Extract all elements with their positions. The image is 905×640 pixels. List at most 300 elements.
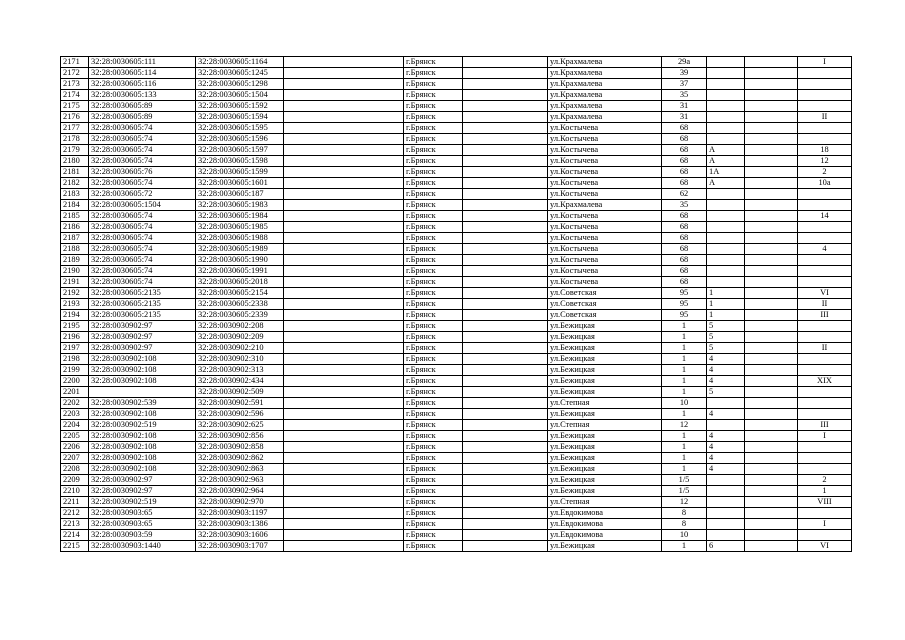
record-number-cell: 2209	[61, 475, 89, 486]
table-row	[61, 541, 852, 552]
object-cadastral-number-cell: 32:28:0030605:1597	[196, 145, 284, 156]
parcel-cadastral-number-cell: 32:28:0030902:97	[89, 486, 196, 497]
object-cadastral-number-cell: 32:28:0030605:1164	[196, 57, 284, 68]
empty-cell	[745, 519, 798, 530]
parcel-cadastral-number-cell: 32:28:0030903:65	[89, 508, 196, 519]
empty-cell	[463, 200, 548, 211]
table-row	[61, 79, 852, 90]
table-row	[61, 244, 852, 255]
city-cell: г.Брянск	[404, 453, 463, 464]
empty-cell	[284, 167, 404, 178]
house-number-cell: 1	[662, 442, 707, 453]
object-cadastral-number-cell: 32:28:0030605:1990	[196, 255, 284, 266]
empty-cell	[745, 299, 798, 310]
empty-cell	[284, 508, 404, 519]
record-number-cell: 2211	[61, 497, 89, 508]
empty-cell	[284, 112, 404, 123]
registry-rows	[61, 57, 852, 552]
house-number-cell: 35	[662, 200, 707, 211]
city-cell: г.Брянск	[404, 420, 463, 431]
city-cell: г.Брянск	[404, 134, 463, 145]
room-number-cell	[798, 530, 852, 541]
room-number-cell	[798, 442, 852, 453]
empty-cell	[284, 200, 404, 211]
object-cadastral-number-cell: 32:28:0030605:1594	[196, 112, 284, 123]
house-number-cell: 68	[662, 156, 707, 167]
parcel-cadastral-number-cell: 32:28:0030605:1504	[89, 200, 196, 211]
room-number-cell: 14	[798, 211, 852, 222]
parcel-cadastral-number-cell: 32:28:0030902:97	[89, 343, 196, 354]
street-cell: ул.Бежицкая	[548, 431, 662, 442]
room-number-cell	[798, 255, 852, 266]
street-cell: ул.Костычева	[548, 167, 662, 178]
empty-cell	[745, 420, 798, 431]
room-number-cell	[798, 398, 852, 409]
object-cadastral-number-cell: 32:28:0030902:313	[196, 365, 284, 376]
street-cell: ул.Бежицкая	[548, 354, 662, 365]
empty-cell	[463, 376, 548, 387]
empty-cell	[745, 354, 798, 365]
city-cell: г.Брянск	[404, 123, 463, 134]
record-number-cell: 2172	[61, 68, 89, 79]
parcel-cadastral-number-cell: 32:28:0030605:2135	[89, 288, 196, 299]
empty-cell	[463, 145, 548, 156]
street-cell: ул.Костычева	[548, 123, 662, 134]
city-cell: г.Брянск	[404, 519, 463, 530]
empty-cell	[745, 79, 798, 90]
parcel-cadastral-number-cell: 32:28:0030605:76	[89, 167, 196, 178]
empty-cell	[284, 266, 404, 277]
object-cadastral-number-cell: 32:28:0030605:187	[196, 189, 284, 200]
room-number-cell: 12	[798, 156, 852, 167]
house-number-cell: 68	[662, 222, 707, 233]
parcel-cadastral-number-cell: 32:28:0030605:2135	[89, 299, 196, 310]
parcel-cadastral-number-cell: 32:28:0030605:74	[89, 123, 196, 134]
street-cell: ул.Крахмалева	[548, 101, 662, 112]
house-number-cell: 1	[662, 354, 707, 365]
parcel-cadastral-number-cell: 32:28:0030605:111	[89, 57, 196, 68]
city-cell: г.Брянск	[404, 90, 463, 101]
empty-cell	[463, 519, 548, 530]
house-number-cell: 68	[662, 266, 707, 277]
room-number-cell	[798, 134, 852, 145]
building-cell: 1	[707, 310, 745, 321]
house-number-cell: 1	[662, 541, 707, 552]
street-cell: ул.Крахмалева	[548, 90, 662, 101]
building-cell	[707, 79, 745, 90]
street-cell: ул.Советская	[548, 310, 662, 321]
city-cell: г.Брянск	[404, 486, 463, 497]
house-number-cell: 68	[662, 233, 707, 244]
building-cell: 5	[707, 321, 745, 332]
city-cell: г.Брянск	[404, 189, 463, 200]
city-cell: г.Брянск	[404, 365, 463, 376]
building-cell	[707, 123, 745, 134]
object-cadastral-number-cell: 32:28:0030605:1504	[196, 90, 284, 101]
city-cell: г.Брянск	[404, 431, 463, 442]
parcel-cadastral-number-cell: 32:28:0030605:89	[89, 112, 196, 123]
room-number-cell	[798, 464, 852, 475]
table-row	[61, 57, 852, 68]
parcel-cadastral-number-cell: 32:28:0030605:74	[89, 255, 196, 266]
street-cell: ул.Советская	[548, 288, 662, 299]
empty-cell	[284, 178, 404, 189]
empty-cell	[284, 354, 404, 365]
empty-cell	[463, 167, 548, 178]
empty-cell	[463, 211, 548, 222]
record-number-cell: 2196	[61, 332, 89, 343]
empty-cell	[463, 497, 548, 508]
empty-cell	[463, 255, 548, 266]
empty-cell	[745, 387, 798, 398]
table-row	[61, 233, 852, 244]
table-row	[61, 90, 852, 101]
table-row	[61, 453, 852, 464]
record-number-cell: 2179	[61, 145, 89, 156]
parcel-cadastral-number-cell: 32:28:0030902:539	[89, 398, 196, 409]
empty-cell	[284, 376, 404, 387]
object-cadastral-number-cell: 32:28:0030605:1596	[196, 134, 284, 145]
empty-cell	[284, 123, 404, 134]
room-number-cell	[798, 68, 852, 79]
street-cell: ул.Советская	[548, 299, 662, 310]
empty-cell	[745, 266, 798, 277]
table-row	[61, 123, 852, 134]
city-cell: г.Брянск	[404, 321, 463, 332]
city-cell: г.Брянск	[404, 288, 463, 299]
street-cell: ул.Костычева	[548, 222, 662, 233]
empty-cell	[463, 266, 548, 277]
house-number-cell: 1	[662, 365, 707, 376]
empty-cell	[284, 453, 404, 464]
empty-cell	[745, 200, 798, 211]
room-number-cell	[798, 321, 852, 332]
record-number-cell: 2205	[61, 431, 89, 442]
house-number-cell: 1	[662, 343, 707, 354]
street-cell: ул.Бежицкая	[548, 486, 662, 497]
city-cell: г.Брянск	[404, 409, 463, 420]
parcel-cadastral-number-cell: 32:28:0030903:1440	[89, 541, 196, 552]
record-number-cell: 2180	[61, 156, 89, 167]
empty-cell	[745, 134, 798, 145]
room-number-cell	[798, 222, 852, 233]
street-cell: ул.Бежицкая	[548, 409, 662, 420]
empty-cell	[745, 288, 798, 299]
empty-cell	[745, 431, 798, 442]
object-cadastral-number-cell: 32:28:0030605:2339	[196, 310, 284, 321]
city-cell: г.Брянск	[404, 57, 463, 68]
record-number-cell: 2197	[61, 343, 89, 354]
street-cell: ул.Костычева	[548, 266, 662, 277]
empty-cell	[284, 519, 404, 530]
room-number-cell	[798, 365, 852, 376]
city-cell: г.Брянск	[404, 101, 463, 112]
table-row	[61, 420, 852, 431]
empty-cell	[745, 90, 798, 101]
object-cadastral-number-cell: 32:28:0030605:1598	[196, 156, 284, 167]
empty-cell	[284, 486, 404, 497]
record-number-cell: 2214	[61, 530, 89, 541]
object-cadastral-number-cell: 32:28:0030605:2154	[196, 288, 284, 299]
house-number-cell: 31	[662, 101, 707, 112]
room-number-cell	[798, 200, 852, 211]
building-cell: 4	[707, 464, 745, 475]
empty-cell	[745, 541, 798, 552]
empty-cell	[463, 343, 548, 354]
object-cadastral-number-cell: 32:28:0030903:1606	[196, 530, 284, 541]
parcel-cadastral-number-cell: 32:28:0030605:74	[89, 211, 196, 222]
empty-cell	[284, 420, 404, 431]
street-cell: ул.Костычева	[548, 211, 662, 222]
empty-cell	[745, 475, 798, 486]
record-number-cell: 2215	[61, 541, 89, 552]
room-number-cell	[798, 90, 852, 101]
room-number-cell	[798, 123, 852, 134]
empty-cell	[284, 497, 404, 508]
object-cadastral-number-cell: 32:28:0030902:210	[196, 343, 284, 354]
building-cell: 4	[707, 365, 745, 376]
parcel-cadastral-number-cell: 32:28:0030902:97	[89, 475, 196, 486]
room-number-cell: 2	[798, 475, 852, 486]
room-number-cell: 2	[798, 167, 852, 178]
object-cadastral-number-cell: 32:28:0030902:209	[196, 332, 284, 343]
room-number-cell	[798, 189, 852, 200]
table-row	[61, 211, 852, 222]
table-row	[61, 398, 852, 409]
table-row	[61, 68, 852, 79]
table-row	[61, 178, 852, 189]
object-cadastral-number-cell: 32:28:0030903:1386	[196, 519, 284, 530]
house-number-cell: 68	[662, 255, 707, 266]
building-cell	[707, 112, 745, 123]
object-cadastral-number-cell: 32:28:0030902:625	[196, 420, 284, 431]
parcel-cadastral-number-cell: 32:28:0030605:74	[89, 233, 196, 244]
room-number-cell: I	[798, 431, 852, 442]
empty-cell	[463, 79, 548, 90]
record-number-cell: 2173	[61, 79, 89, 90]
empty-cell	[463, 222, 548, 233]
object-cadastral-number-cell: 32:28:0030902:310	[196, 354, 284, 365]
empty-cell	[745, 464, 798, 475]
house-number-cell: 68	[662, 277, 707, 288]
object-cadastral-number-cell: 32:28:0030605:1983	[196, 200, 284, 211]
city-cell: г.Брянск	[404, 332, 463, 343]
room-number-cell	[798, 508, 852, 519]
empty-cell	[745, 398, 798, 409]
house-number-cell: 10	[662, 398, 707, 409]
building-cell	[707, 244, 745, 255]
empty-cell	[745, 112, 798, 123]
empty-cell	[284, 530, 404, 541]
empty-cell	[284, 145, 404, 156]
house-number-cell: 1	[662, 387, 707, 398]
building-cell	[707, 398, 745, 409]
empty-cell	[284, 101, 404, 112]
object-cadastral-number-cell: 32:28:0030903:1197	[196, 508, 284, 519]
parcel-cadastral-number-cell: 32:28:0030903:59	[89, 530, 196, 541]
city-cell: г.Брянск	[404, 222, 463, 233]
table-row	[61, 475, 852, 486]
record-number-cell: 2192	[61, 288, 89, 299]
parcel-cadastral-number-cell: 32:28:0030605:74	[89, 277, 196, 288]
empty-cell	[284, 79, 404, 90]
empty-cell	[745, 409, 798, 420]
parcel-cadastral-number-cell: 32:28:0030903:65	[89, 519, 196, 530]
empty-cell	[284, 310, 404, 321]
object-cadastral-number-cell: 32:28:0030902:964	[196, 486, 284, 497]
object-cadastral-number-cell: 32:28:0030902:970	[196, 497, 284, 508]
building-cell	[707, 530, 745, 541]
building-cell: А	[707, 178, 745, 189]
table-row	[61, 310, 852, 321]
parcel-cadastral-number-cell: 32:28:0030605:74	[89, 178, 196, 189]
parcel-cadastral-number-cell: 32:28:0030902:108	[89, 409, 196, 420]
empty-cell	[284, 475, 404, 486]
building-cell	[707, 68, 745, 79]
object-cadastral-number-cell: 32:28:0030605:2338	[196, 299, 284, 310]
record-number-cell: 2195	[61, 321, 89, 332]
empty-cell	[284, 365, 404, 376]
street-cell: ул.Костычева	[548, 134, 662, 145]
empty-cell	[745, 167, 798, 178]
empty-cell	[745, 101, 798, 112]
house-number-cell: 1	[662, 332, 707, 343]
parcel-cadastral-number-cell: 32:28:0030902:108	[89, 431, 196, 442]
empty-cell	[284, 299, 404, 310]
empty-cell	[745, 530, 798, 541]
empty-cell	[745, 255, 798, 266]
house-number-cell: 31	[662, 112, 707, 123]
parcel-cadastral-number-cell: 32:28:0030902:97	[89, 332, 196, 343]
building-cell	[707, 497, 745, 508]
room-number-cell: II	[798, 299, 852, 310]
object-cadastral-number-cell: 32:28:0030605:1592	[196, 101, 284, 112]
building-cell	[707, 233, 745, 244]
empty-cell	[745, 365, 798, 376]
object-cadastral-number-cell: 32:28:0030605:1989	[196, 244, 284, 255]
street-cell: ул.Крахмалева	[548, 112, 662, 123]
empty-cell	[463, 409, 548, 420]
house-number-cell: 1/5	[662, 475, 707, 486]
empty-cell	[463, 134, 548, 145]
house-number-cell: 1	[662, 376, 707, 387]
table-row	[61, 497, 852, 508]
empty-cell	[463, 299, 548, 310]
empty-cell	[284, 321, 404, 332]
room-number-cell: I	[798, 519, 852, 530]
empty-cell	[745, 310, 798, 321]
empty-cell	[284, 233, 404, 244]
table-row	[61, 222, 852, 233]
empty-cell	[745, 211, 798, 222]
table-row	[61, 112, 852, 123]
empty-cell	[745, 233, 798, 244]
empty-cell	[463, 112, 548, 123]
house-number-cell: 68	[662, 244, 707, 255]
building-cell: 1А	[707, 167, 745, 178]
building-cell	[707, 101, 745, 112]
street-cell: ул.Бежицкая	[548, 365, 662, 376]
street-cell: ул.Крахмалева	[548, 79, 662, 90]
object-cadastral-number-cell: 32:28:0030605:1985	[196, 222, 284, 233]
parcel-cadastral-number-cell: 32:28:0030902:108	[89, 354, 196, 365]
empty-cell	[463, 244, 548, 255]
room-number-cell	[798, 354, 852, 365]
record-number-cell: 2194	[61, 310, 89, 321]
building-cell	[707, 222, 745, 233]
object-cadastral-number-cell: 32:28:0030605:1599	[196, 167, 284, 178]
table-row	[61, 167, 852, 178]
parcel-cadastral-number-cell: 32:28:0030605:74	[89, 222, 196, 233]
room-number-cell	[798, 453, 852, 464]
empty-cell	[463, 57, 548, 68]
table-row	[61, 365, 852, 376]
empty-cell	[463, 288, 548, 299]
empty-cell	[463, 189, 548, 200]
record-number-cell: 2212	[61, 508, 89, 519]
building-cell: 4	[707, 354, 745, 365]
empty-cell	[284, 409, 404, 420]
house-number-cell: 39	[662, 68, 707, 79]
record-number-cell: 2193	[61, 299, 89, 310]
city-cell: г.Брянск	[404, 145, 463, 156]
object-cadastral-number-cell: 32:28:0030902:856	[196, 431, 284, 442]
room-number-cell: 10а	[798, 178, 852, 189]
house-number-cell: 35	[662, 90, 707, 101]
empty-cell	[745, 343, 798, 354]
parcel-cadastral-number-cell: 32:28:0030605:74	[89, 134, 196, 145]
record-number-cell: 2176	[61, 112, 89, 123]
house-number-cell: 68	[662, 211, 707, 222]
house-number-cell: 95	[662, 288, 707, 299]
record-number-cell: 2203	[61, 409, 89, 420]
parcel-cadastral-number-cell: 32:28:0030605:2135	[89, 310, 196, 321]
house-number-cell: 95	[662, 299, 707, 310]
house-number-cell: 12	[662, 420, 707, 431]
street-cell: ул.Крахмалева	[548, 200, 662, 211]
street-cell: ул.Бежицкая	[548, 475, 662, 486]
empty-cell	[463, 90, 548, 101]
empty-cell	[745, 321, 798, 332]
empty-cell	[745, 222, 798, 233]
table-row	[61, 376, 852, 387]
parcel-cadastral-number-cell: 32:28:0030605:114	[89, 68, 196, 79]
record-number-cell: 2185	[61, 211, 89, 222]
building-cell	[707, 189, 745, 200]
room-number-cell: 4	[798, 244, 852, 255]
parcel-cadastral-number-cell: 32:28:0030605:74	[89, 244, 196, 255]
empty-cell	[284, 222, 404, 233]
city-cell: г.Брянск	[404, 343, 463, 354]
empty-cell	[745, 123, 798, 134]
building-cell	[707, 508, 745, 519]
street-cell: ул.Евдокимова	[548, 519, 662, 530]
table-row	[61, 409, 852, 420]
record-number-cell: 2183	[61, 189, 89, 200]
table-row	[61, 288, 852, 299]
room-number-cell: II	[798, 112, 852, 123]
empty-cell	[284, 244, 404, 255]
city-cell: г.Брянск	[404, 200, 463, 211]
empty-cell	[463, 420, 548, 431]
house-number-cell: 68	[662, 134, 707, 145]
record-number-cell: 2202	[61, 398, 89, 409]
building-cell: 4	[707, 409, 745, 420]
building-cell: 5	[707, 387, 745, 398]
house-number-cell: 68	[662, 145, 707, 156]
house-number-cell: 68	[662, 178, 707, 189]
empty-cell	[745, 442, 798, 453]
